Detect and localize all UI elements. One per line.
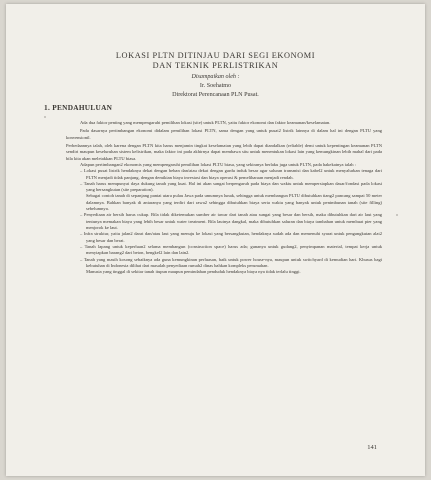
document-page <box>6 4 425 476</box>
list-item: – Tanah yang masih kosong sebaiknya ada guna kemungkinan perluasan, baik untuk power house-nya, maupun untuk switchyard di kemudian hari. Khusus bagi kebutuhan di Indonesia dilihat dari masalah penyediaan rumah2 dinas bahkan kompleks perumahan. <box>80 257 382 270</box>
scan-speck <box>44 116 46 118</box>
list-item: – Tanah harus mempunyai daya dukung tanah yang kuat. Hal ini akan sangat berpengaruh pada biaya dan waktu untuk mempersiapkan dasar/fondasi pada lokasi yang bersangkutan (site preparation). <box>80 181 382 194</box>
list-item: – Infra struktur, yaitu jalan2 darat dan/atau laut yang menuju ke lokasi yang bersangkutan, hendaknya sudah ada dan memenuhi syarat untuk pengangkutan alat2 yang besar dan berat. <box>80 231 382 244</box>
paragraph: Perbedaannya ialah, oleh karena dengan PLTN kita harus menjamin tingkat keselamatan yang lebih dapat diandalkan (reliable) demi untuk kepentingan keamanan PLTN sendiri maupun keseluruhan sistem kelistrikan, maka faktor ini pada akhirnya dapat membawa situ untuk menentukan lokasi lain yang kemungkinan lebih mahal dari pada bila kita akan meletakkan PLTU biasa. <box>66 142 382 161</box>
section-heading: 1. PENDAHULUAN <box>44 103 113 112</box>
considerations-list <box>66 168 382 275</box>
page-number: 141 <box>367 444 377 451</box>
paragraph: Ada dua faktor penting yang mempengaruhi pemilihan lokasi (site) untuk PLTN, yaitu faktor ekonomi dan faktor keamanan/keselamatan. <box>80 120 331 125</box>
document-title-line-1: LOKASI PLTN DITINJAU DARI SEGI EKONOMI <box>115 51 316 60</box>
list-item: – Tanah lapang untuk keperluan2 selama membangun (construction space) harus ada; gunanya untuk gudang2, penyimpanan material, tempat kerja untuk menyiapkan barang2 dari beton, bengkel2 lain dan lain2. <box>80 244 382 257</box>
document-body <box>66 120 382 276</box>
author-name: Ir. Soehatmo <box>199 83 232 89</box>
paragraph: Adapun pertimbangan2 ekonomis yang mempengaruhi pemilihan lokasi PLTU biasa, yang sekiranya berlaku juga untuk PLTN, pada hakekatnya ialah : <box>80 161 356 167</box>
list-item: – Penyediaan air bersih harus cukup. Bila tidak diketemukan sumber air tawar dari tanah atau sungai yang besar dan bersih, maka dibutuhkan dari air laut yang tentunya memakan biaya yang lebih besar untuk water treatment. Bila lautnya dangkal, maka dibutuhkan saluran dan biaya tambahan untuk membuat pier yang menjorok ke laut. <box>80 212 382 231</box>
list-item-continuation: Sebagai contoh tanah di sepanjang pantai utara pulau Jawa pada umumnya lunak, sehingga untuk membangun PLTU dibutuhkan tiang2 pancang sampai 50 meter dalamnya. Bahkan banyak di antaranya yang terdiri dari rawa2 sehingga dibutuhkan biaya serta waktu yang banyak untuk penimbunan tanah (site filling) sebelumnya. <box>86 193 382 212</box>
document-title-line-2: DAN TEKNIK PERLISTRIKAN <box>152 61 279 70</box>
scan-speck <box>396 214 398 216</box>
author-affiliation: Direktorat Perencanaan PLN Pusat. <box>172 92 259 98</box>
list-item: – Lokasi pusat listrik hendaknya dekat dengan beban dan/atau dekat dengan gardu induk besar agar saluran transmisi dan kabel2 untuk menyalurkan tenaga dari PLTN menjadi tidak panjang, dengan demikian biaya investasi dan biaya operasi & pemeliharaan menjadi rendah. <box>80 168 382 181</box>
presented-by: Disampaikan oleh : <box>191 74 240 80</box>
paragraph: Pada dasarnya pertimbangan ekonomi didalam pemilihan lokasi PLTN, sama dengan yang untuk pusat2 listrik lainnya di dalam hal ini dengan PLTU yang konvensionil. <box>66 128 382 140</box>
list-item-continuation: Manusia yang tinggal di sekitar tanah itupun maupun pemindahan penduduk hendaknya biaya nya tidak terlalu tinggi. <box>86 269 301 275</box>
